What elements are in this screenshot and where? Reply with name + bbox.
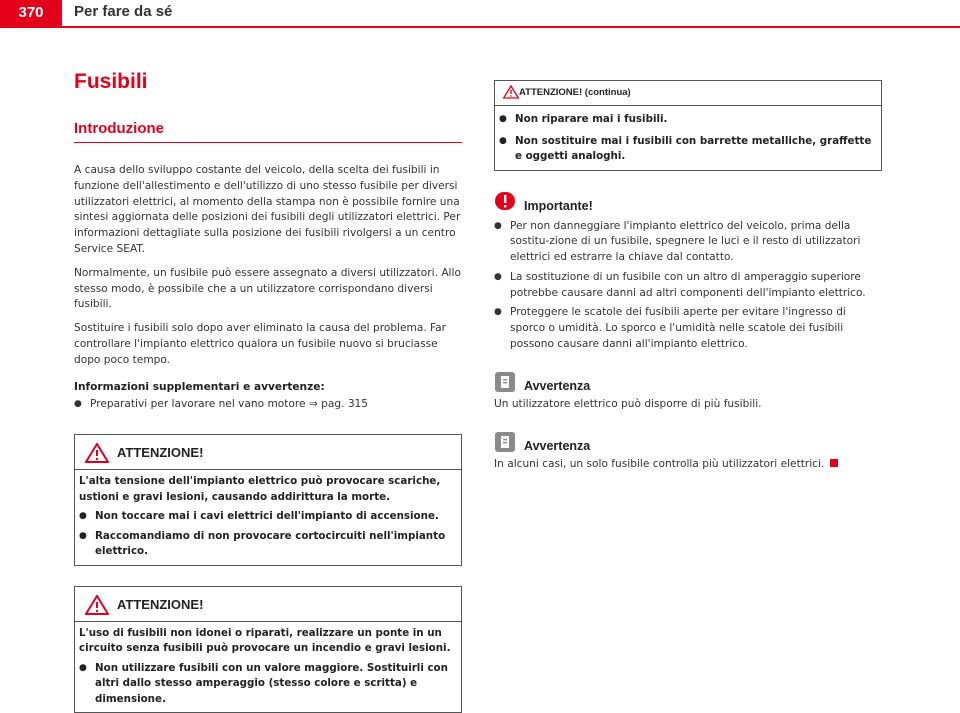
important-title: Importante! [524,198,593,213]
info-note-icon [494,371,516,393]
warning-text: L'alta tensione dell'impianto elettrico può provocare scariche, ustioni e gravi lesioni, causando addirittura la morte. [79,475,441,503]
note-title: Avvertenza [524,378,591,393]
warning-triangle-icon [85,443,109,463]
intro-text [74,163,462,369]
warning-title: ATTENZIONE! [117,596,204,612]
warning-header [495,81,881,106]
warning-box-fuses [74,586,462,713]
page-header [0,0,960,28]
info-bullet-text: Preparativi per lavorare nel vano motore ⇒ pag. 315 [90,397,369,410]
warning-body [75,470,461,565]
info-note-icon [494,431,516,453]
warning-bullet: ● Non utilizzare fusibili con un valore maggiore. Sostituirli con altri dallo stesso amperaggio (stesso colore e scritta) e dimensione. [79,661,457,708]
left-column [74,70,462,713]
intro-paragraph: Normalmente, un fusibile può essere assegnato a diversi utilizzatori. Allo stesso modo, è possibile che a un utilizzatore corrispondano diversi fusibili. [74,266,461,311]
intro-paragraph: A causa dello sviluppo costante del veicolo, della scelta dei fusibili in funzione dell'allestimento e dell'utilizzo di uno stesso fusibile per diversi utilizzatori elettrici, al momento della stampa non è possibile fornire una sintesi aggiornata delle posizioni dei fusibili degli utilizzatori elettrici. Per informazioni dettagliate sulla posizione dei fusibili rivolgersi a un centro Service SEAT. [74,164,461,255]
important-header [494,191,882,215]
warning-bullet: ● Non sostituire mai i fusibili con barrette metalliche, graffette e oggetti analoghi. [499,134,877,165]
warning-text: L'uso di fusibili non idonei o riparati, realizzare un ponte in un circuito senza fusibili può provocare un incendio e gravi lesioni. [79,626,451,655]
warning-header [75,435,461,470]
warning-triangle-icon [85,595,109,615]
warning-title: ATTENZIONE! [117,445,204,461]
warning-body [75,622,461,713]
info-heading: Informazioni supplementari e avvertenze: [74,380,325,393]
page-number: 370 [0,0,62,26]
warning-triangle-icon [503,85,519,99]
note-header [494,371,882,395]
note-title: Avvertenza [524,438,591,453]
header-rule [0,26,960,28]
warning-box-continued [494,80,882,171]
note-text-end [494,457,882,473]
warning-header [75,587,461,622]
warning-bullet: ● Non riparare mai i fusibili. [499,112,877,128]
end-of-section-mark [830,459,838,467]
warning-title: ATTENZIONE! (continua) [519,87,631,98]
important-bullet: ● La sostituzione di un fusibile con un altro di amperaggio superiore potrebbe causare danni ad altri componenti dell'impianto elettrico. [494,270,882,302]
warning-box-high-voltage [74,434,462,566]
important-bullet: ● Per non danneggiare l'impianto elettrico del veicolo, prima della sostitu-zione di un fusibile, spegnere le luci e il resto di utilizzatori elettrici ed estrarre la chiave dal contatto. [494,219,882,266]
exclamation-icon [494,191,516,213]
note-text: Un utilizzatore elettrico può disporre di più fusibili. [494,397,762,410]
warning-bullet: ● Non toccare mai i cavi elettrici dell'impianto di accensione. [79,509,457,525]
note-header [494,431,882,455]
chapter-title: Per fare da sé [74,3,173,20]
intro-paragraph: Sostituire i fusibili solo dopo aver eliminato la causa del problema. Far controllare l'impianto elettrico qualora un fusibile nuovo si bruciasse dopo poco tempo. [74,322,447,366]
note-text: In alcuni casi, un solo fusibile controlla più utilizzatori elettrici. [494,457,825,470]
right-column [494,80,882,472]
section-title: Fusibili [74,70,148,93]
info-bullet[interactable] [74,397,462,413]
warning-bullet: ● Raccomandiamo di non provocare cortocircuiti nell'impianto elettrico. [79,529,457,560]
subsection-title: Introduzione [74,120,164,137]
important-bullet: ● Proteggere le scatole dei fusibili aperte per evitare l'ingresso di sporco o umidità. Lo sporco e l'umidità nelle scatole dei fusibili possono causare danni all'impianto elettrico. [494,305,882,352]
subsection-rule [74,142,462,143]
warning-body [495,106,881,170]
